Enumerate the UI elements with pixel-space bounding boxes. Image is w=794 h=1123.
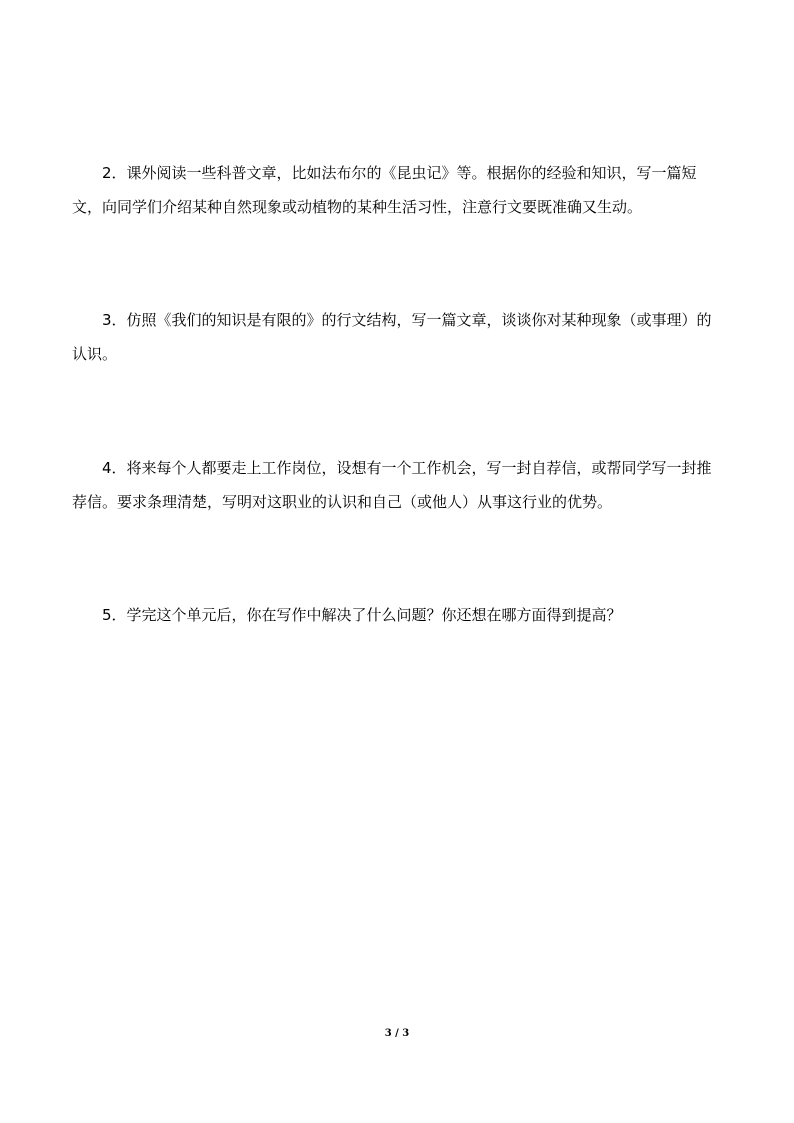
page-number: 3 / 3	[384, 1028, 410, 1039]
question-3: 3．仿照《我们的知识是有限的》的行文结构，写一篇文章，谈谈你对某种现象（或事理）的认识。	[72, 311, 712, 363]
question-5: 5．学完这个单元后，你在写作中解决了什么问题？你还想在哪方面得到提高？	[102, 606, 622, 624]
question-4: 4．将来每个人都要走上工作岗位，设想有一个工作机会，写一封自荐信，或帮同学写一封推荐信。要求条理清楚，写明对这职业的认识和自己（或他人）从事这行业的优势。	[72, 459, 712, 511]
question-2: 2．课外阅读一些科普文章，比如法布尔的《昆虫记》等。根据你的经验和知识，写一篇短文，向同学们介绍某种自然现象或动植物的某种生活习性，注意行文要既准确又生动。	[72, 164, 697, 216]
